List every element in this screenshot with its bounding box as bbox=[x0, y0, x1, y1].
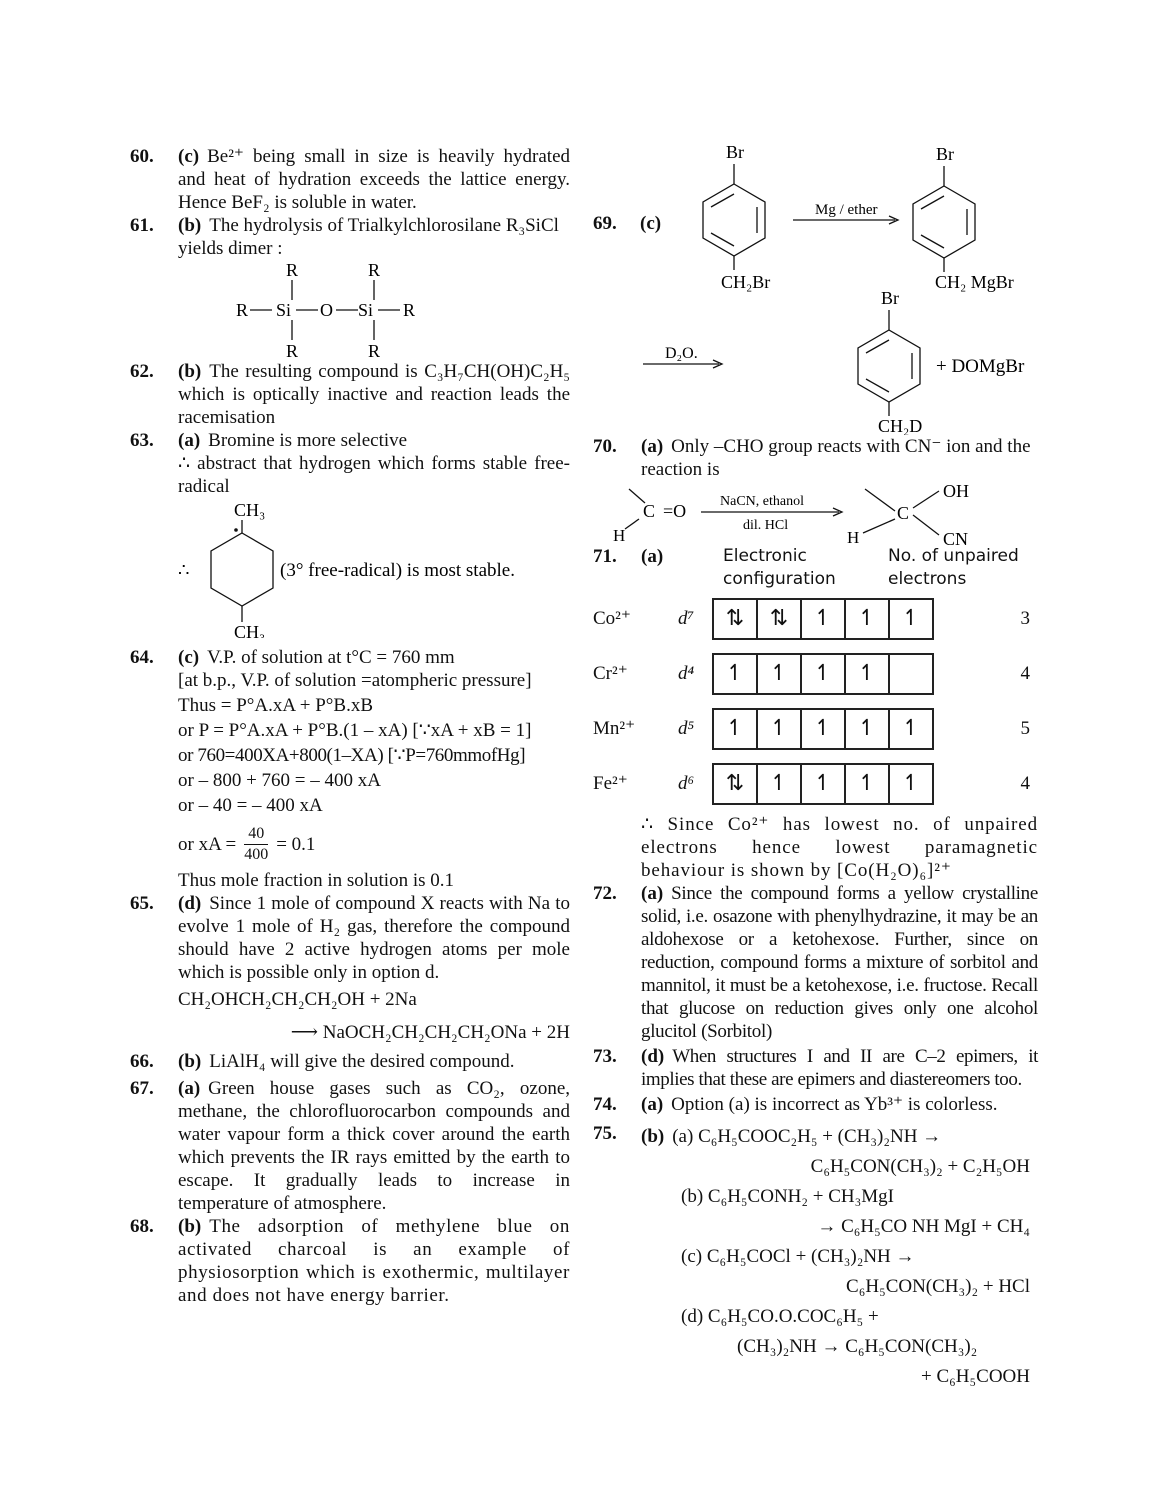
reaction-line: (d) C₆H₅CO.O.COC₆H₅ + bbox=[681, 1306, 879, 1327]
answer-option: (c) bbox=[640, 213, 662, 234]
orbital-box: ⇅ bbox=[758, 600, 802, 638]
orbital-box: ↿ bbox=[846, 765, 890, 803]
reaction-line: (CH₃)₂NH → C₆H₅CON(CH₃)₂ bbox=[737, 1336, 978, 1357]
question-number: 66. bbox=[130, 1051, 154, 1072]
equation-line: or P = P°A.xA + P°B.(1 – xA) [∵xA + xB = 1] bbox=[178, 720, 532, 741]
answer-71 bbox=[593, 545, 1038, 882]
reaction-line: (b) C₆H₅CONH₂ + CH₃MgI bbox=[681, 1186, 894, 1207]
question-number: 75. bbox=[593, 1123, 617, 1144]
reagent-label: dil. HCl bbox=[743, 518, 789, 533]
orbital-box: ↿ bbox=[901, 771, 921, 796]
reaction-line: → C₆H₅CO NH MgI + CH₄ bbox=[817, 1216, 1030, 1237]
r-label: R bbox=[403, 300, 416, 320]
r-label: R bbox=[236, 300, 249, 320]
orbital-box: ↿ bbox=[901, 606, 921, 631]
d-configuration: d⁷ bbox=[678, 608, 695, 629]
ion-label: Cr²⁺ bbox=[593, 663, 628, 684]
explanation-text: The resulting compound is C₃H₇CH(OH)C₂H₅ which is optically inactive and reaction leads the racemisation bbox=[178, 361, 570, 428]
question-number: 74. bbox=[593, 1094, 617, 1115]
answer-64 bbox=[130, 646, 570, 892]
orbital-box: ↿ bbox=[758, 765, 802, 803]
equation-line: V.P. of solution at t°C = 760 mm bbox=[207, 647, 455, 668]
orbital-boxes bbox=[712, 653, 934, 695]
d-configuration: d⁴ bbox=[678, 663, 695, 684]
answer-66 bbox=[130, 1050, 570, 1073]
reagent-label: D₂O. bbox=[665, 345, 698, 362]
question-number: 72. bbox=[593, 883, 617, 904]
br-label: Br bbox=[881, 288, 899, 308]
orbital-box: ⇅ bbox=[714, 765, 758, 803]
therefore-symbol: ∴ bbox=[178, 560, 190, 580]
equation-line: or – 800 + 760 = – 400 xA bbox=[178, 770, 381, 791]
question-number: 60. bbox=[130, 146, 154, 167]
right-column bbox=[593, 140, 1038, 1392]
question-number: 61. bbox=[130, 215, 154, 236]
orbital-box: ↿ bbox=[846, 655, 890, 693]
orbital-box: ↿ bbox=[758, 655, 802, 693]
orbital-box: ↿ bbox=[714, 655, 758, 693]
explanation-text: LiAlH₄ will give the desired compound. bbox=[209, 1051, 515, 1072]
orbital-box: ↿ bbox=[802, 600, 846, 638]
answer-61 bbox=[130, 214, 570, 360]
answer-option: (c) bbox=[178, 146, 200, 167]
br-label: Br bbox=[726, 142, 744, 162]
answer-74 bbox=[593, 1093, 1038, 1116]
denominator: 400 bbox=[244, 845, 269, 863]
si-label: Si bbox=[358, 300, 374, 320]
answer-option: (a) bbox=[641, 546, 664, 567]
d-configuration: d⁶ bbox=[678, 773, 695, 794]
numerator: 40 bbox=[244, 824, 268, 845]
answer-option: (d) bbox=[178, 893, 202, 914]
fraction-result: = 0.1 bbox=[276, 833, 316, 855]
left-column bbox=[130, 145, 570, 1307]
orbital-box: ⇅ bbox=[714, 600, 758, 638]
answer-75 bbox=[593, 1122, 1038, 1392]
column-header: No. of unpaired electrons bbox=[888, 546, 1019, 589]
ion-label: Co²⁺ bbox=[593, 608, 631, 629]
orbital-row bbox=[593, 591, 1038, 646]
explanation-text: When structures I and II are C–2 epimers, it implies that these are epimers and diastereomers too. bbox=[641, 1046, 1038, 1090]
answer-option: (b) bbox=[641, 1126, 665, 1147]
ch2d-label: CH₂D bbox=[878, 416, 923, 435]
answer-60 bbox=[130, 145, 570, 214]
equation-line: or 760=400XA+800(1–XA) [∵P=760mmofHg] bbox=[178, 745, 526, 766]
orbital-boxes bbox=[712, 763, 934, 805]
question-number: 69. bbox=[593, 213, 617, 234]
answer-option: (a) bbox=[641, 883, 664, 904]
byproduct-label: + DOMgBr bbox=[936, 356, 1025, 377]
question-number: 67. bbox=[130, 1078, 154, 1099]
answer-option: (a) bbox=[641, 436, 664, 457]
reaction-line: ⟶ NaOCH₂CH₂CH₂CH₂ONa + 2H bbox=[290, 1022, 570, 1043]
fraction-prefix: or xA = bbox=[178, 833, 237, 855]
ch2br-label: CH₂Br bbox=[721, 272, 771, 292]
question-number: 68. bbox=[130, 1216, 154, 1237]
reaction-line: C₆H₅CON(CH₃)₂ + C₂H₅OH bbox=[810, 1156, 1030, 1177]
reagent-label: Mg / ether bbox=[815, 202, 878, 218]
answer-70 bbox=[593, 435, 1038, 481]
reagent-label: NaCN, ethanol bbox=[720, 494, 804, 509]
conclusion-text: Thus mole fraction in solution is 0.1 bbox=[178, 870, 455, 891]
explanation-text: Since the compound forms a yellow crystalline solid, i.e. osazone with phenylhydrazine, it may be an aldohexose or a ketohexose. Further, since on reduction, compound forms a mixture of sorbitol and mannitol, it must be a ketohexose, i.e. fructose. Recall that glucose on reduction gives only one alcohol glucitol (Sorbitol) bbox=[641, 883, 1038, 1042]
explanation-text: Since 1 mole of compound X reacts with Na to evolve 1 mole of H₂ gas, therefore the compound should have 2 active hydrogen atoms per mole which is possible only in option d. bbox=[178, 893, 570, 983]
ch3-label: CH₃ bbox=[234, 500, 266, 520]
stability-note: (3° free-radical) is most stable. bbox=[280, 560, 515, 581]
question-number: 73. bbox=[593, 1046, 617, 1067]
reaction-line: + C₆H₅COOH bbox=[921, 1366, 1030, 1387]
orbital-row bbox=[593, 646, 1038, 701]
fraction bbox=[244, 824, 268, 865]
explanation-text: Only –CHO group reacts with CN⁻ ion and the reaction is bbox=[641, 436, 1031, 480]
orbital-box: ↿ bbox=[846, 710, 890, 748]
answer-68 bbox=[130, 1215, 570, 1307]
h-label: H bbox=[613, 526, 626, 545]
explanation-text: Green house gases such as CO₂, ozone, methane, the chlorofluorocarbon compounds and water vapour form a thick cover around the earth which prevents the IR rays emitted by the earth to escape. It gradually leads to increase in temperature of atmosphere. bbox=[178, 1078, 570, 1214]
ion-label: Fe²⁺ bbox=[593, 773, 628, 794]
answer-62 bbox=[130, 360, 570, 429]
conclusion-text: ∴ Since Co²⁺ has lowest no. of unpaired electrons hence lowest paramagnetic behaviour is shown by [Co(H₂O)₆]²⁺ bbox=[641, 814, 1038, 881]
explanation-text: Option (a) is incorrect as Yb³⁺ is colorless. bbox=[671, 1094, 998, 1115]
answer-option: (a) bbox=[178, 1078, 201, 1099]
answer-67 bbox=[130, 1077, 570, 1215]
d-configuration: d⁵ bbox=[678, 718, 695, 739]
answer-65 bbox=[130, 892, 570, 1044]
methylcyclohexyl-radical-structure bbox=[178, 498, 568, 638]
answer-option: (a) bbox=[178, 430, 201, 451]
orbital-box: ↿ bbox=[802, 710, 846, 748]
oh-label: OH bbox=[943, 483, 969, 501]
equation-line: Thus = P°A.xA + P°B.xB bbox=[178, 695, 374, 716]
answer-option: (d) bbox=[641, 1046, 665, 1067]
question-number: 71. bbox=[593, 546, 617, 567]
explanation-text: The adsorption of methylene blue on activated charcoal is an example of physiosorption which is exothermic, multilayer and does not have energy barrier. bbox=[178, 1216, 570, 1306]
orbital-row bbox=[593, 756, 1038, 811]
column-header: Electronic configuration bbox=[723, 546, 836, 589]
question-number: 64. bbox=[130, 647, 154, 668]
orbital-box: ↿ bbox=[802, 765, 846, 803]
orbital-box: ↿ bbox=[846, 600, 890, 638]
r-label: R bbox=[368, 341, 381, 360]
reaction-line: C₆H₅CON(CH₃)₂ + HCl bbox=[846, 1276, 1030, 1297]
answer-option: (b) bbox=[178, 361, 202, 382]
answer-option: (b) bbox=[178, 215, 202, 236]
explanation-text: Bromine is more selective bbox=[208, 430, 408, 451]
carbon-label: C bbox=[643, 501, 656, 521]
explanation-text: The hydrolysis of Trialkylchlorosilane R₃SiCl yields dimer : bbox=[178, 215, 559, 259]
fraction-equation bbox=[178, 819, 570, 869]
ion-label: Mn²⁺ bbox=[593, 718, 636, 739]
siloxane-structure bbox=[198, 260, 458, 360]
answer-option: (b) bbox=[178, 1051, 202, 1072]
reaction-line: (a) C₆H₅COOC₂H₅ + (CH₃)₂NH → bbox=[672, 1126, 942, 1147]
orbital-box bbox=[890, 655, 932, 693]
o-label: O bbox=[320, 300, 333, 320]
reaction-line: (c) C₆H₅COCl + (CH₃)₂NH → bbox=[681, 1246, 915, 1267]
carbonyl-label: =O bbox=[663, 501, 687, 521]
r-label: R bbox=[286, 260, 299, 280]
unpaired-count: 4 bbox=[1020, 663, 1030, 684]
explanation-text: Be²⁺ being small in size is heavily hydrated and heat of hydration exceeds the lattice energy. Hence BeF₂ is soluble in water. bbox=[178, 146, 570, 213]
question-number: 62. bbox=[130, 361, 154, 382]
h-label: H bbox=[847, 528, 860, 545]
answer-option: (c) bbox=[178, 647, 200, 668]
r-label: R bbox=[286, 341, 299, 360]
question-number: 63. bbox=[130, 430, 154, 451]
unpaired-count: 4 bbox=[1020, 773, 1030, 794]
orbital-box: ↿ bbox=[714, 710, 758, 748]
equation-line: [at b.p., V.P. of solution =atompheric pressure] bbox=[178, 670, 532, 691]
orbital-row bbox=[593, 701, 1038, 756]
orbital-box: ↿ bbox=[758, 710, 802, 748]
answer-option: (b) bbox=[178, 1216, 202, 1237]
answer-73 bbox=[593, 1045, 1038, 1091]
reaction-line: CH₂OHCH₂CH₂CH₂OH + 2Na bbox=[178, 989, 417, 1010]
ch3-label: CH₃ bbox=[234, 622, 266, 638]
unpaired-count: 5 bbox=[1020, 718, 1030, 739]
orbital-box: ↿ bbox=[901, 716, 921, 741]
question-number: 70. bbox=[593, 436, 617, 457]
equation-line: or – 40 = – 400 xA bbox=[178, 795, 323, 816]
orbital-boxes bbox=[712, 598, 934, 640]
cn-label: CN bbox=[943, 529, 969, 545]
answer-69 bbox=[593, 140, 1038, 435]
br-label: Br bbox=[936, 144, 954, 164]
orbital-boxes bbox=[712, 708, 934, 750]
question-number: 65. bbox=[130, 893, 154, 914]
answer-63 bbox=[130, 429, 570, 644]
orbital-diagram bbox=[593, 591, 1038, 811]
answer-option: (a) bbox=[641, 1094, 664, 1115]
cyanohydrin-reaction-scheme bbox=[593, 483, 1038, 545]
si-label: Si bbox=[276, 300, 292, 320]
unpaired-count: 3 bbox=[1020, 608, 1030, 629]
grignard-reaction-scheme bbox=[593, 140, 1038, 435]
carbon-label: C bbox=[897, 503, 910, 523]
orbital-box: ↿ bbox=[802, 655, 846, 693]
ch2mgbr-label: CH₂ MgBr bbox=[935, 272, 1014, 292]
answer-72 bbox=[593, 882, 1038, 1043]
r-label: R bbox=[368, 260, 381, 280]
explanation-text: ∴ abstract that hydrogen which forms stable free- radical bbox=[178, 453, 570, 497]
